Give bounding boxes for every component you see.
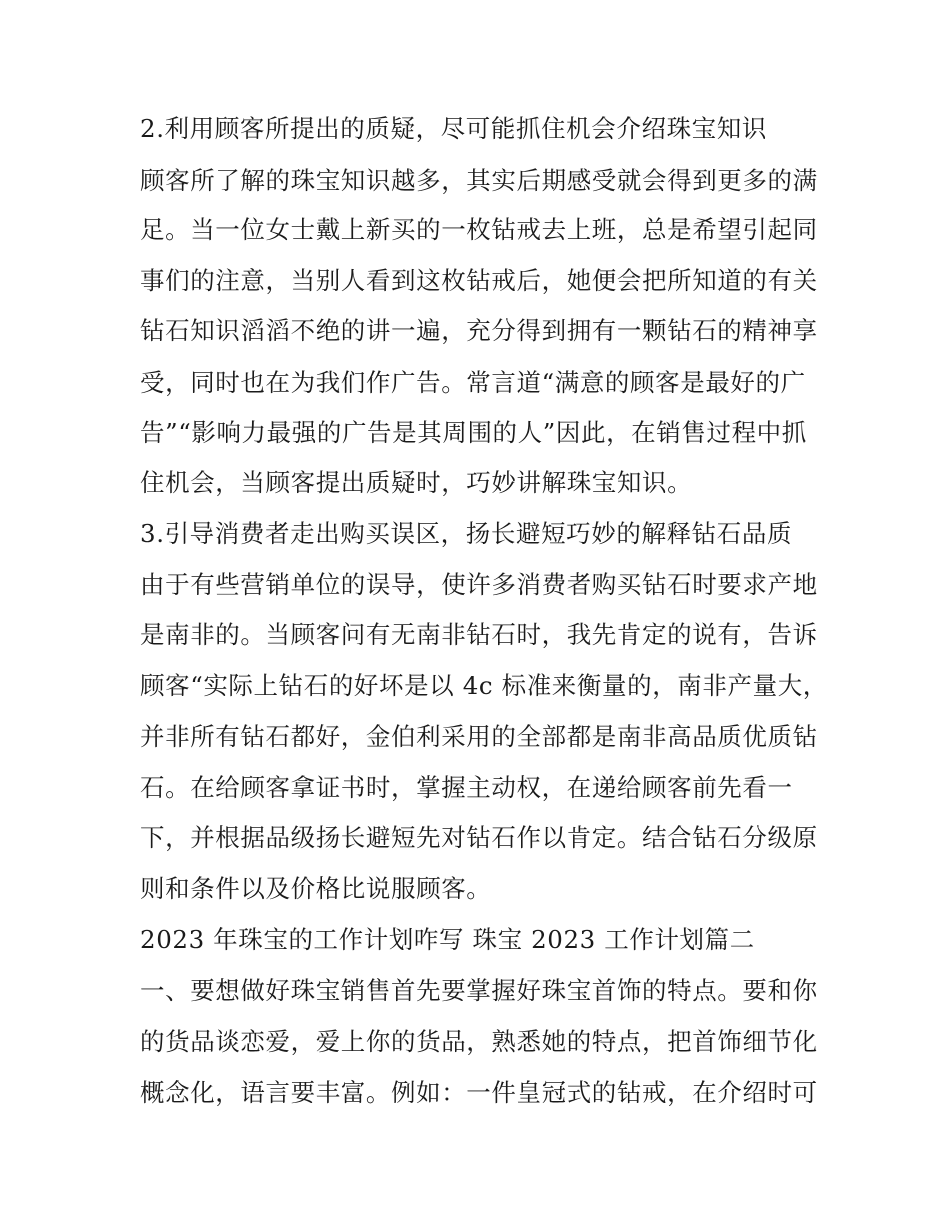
paragraph-line: 由于有些营销单位的误导，使许多消费者购买钻石时要求产地 <box>140 570 818 599</box>
paragraph-line: 住机会，当顾客提出质疑时，巧妙讲解珠宝知识。 <box>140 468 693 497</box>
paragraph-line: 告”“影响力最强的广告是其周围的人”因此，在销售过程中抓 <box>140 418 807 447</box>
paragraph-line: 顾客“实际上钻石的好坏是以 4c 标准来衡量的，南非产量大， <box>140 671 828 700</box>
paragraph-line: 并非所有钻石都好，金伯利采用的全部都是南非高品质优质钻 <box>140 722 818 751</box>
paragraph-line: 顾客所了解的珠宝知识越多，其实后期感受就会得到更多的满 <box>140 166 818 195</box>
article-title: 2023 年珠宝的工作计划咋写 珠宝 2023 工作计划篇二 <box>140 925 755 954</box>
section-heading-2: 2.利用顾客所提出的质疑，尽可能抓住机会介绍珠宝知识 <box>140 114 767 143</box>
paragraph-line: 则和条件以及价格比说服顾客。 <box>140 874 492 903</box>
section-heading-3: 3.引导消费者走出购买误区，扬长避短巧妙的解释钻石品质 <box>140 519 793 548</box>
paragraph-line: 一、要想做好珠宝销售首先要掌握好珠宝首饰的特点。要和你 <box>140 976 818 1005</box>
paragraph-line: 概念化，语言要丰富。例如：一件皇冠式的钻戒，在介绍时可 <box>140 1078 818 1107</box>
paragraph-line: 是南非的。当顾客问有无南非钻石时，我先肯定的说有，告诉 <box>140 620 818 649</box>
paragraph-line: 下，并根据品级扬长避短先对钻石作以肯定。结合钻石分级原 <box>140 823 818 852</box>
paragraph-line: 的货品谈恋爱，爱上你的货品，熟悉她的特点，把首饰细节化 <box>140 1027 818 1056</box>
paragraph-line: 事们的注意，当别人看到这枚钻戒后，她便会把所知道的有关 <box>140 266 818 295</box>
paragraph-line: 受，同时也在为我们作广告。常言道“满意的顾客是最好的广 <box>140 368 806 397</box>
paragraph-line: 足。当一位女士戴上新买的一枚钻戒去上班，总是希望引起同 <box>140 215 818 244</box>
paragraph-line: 钻石知识滔滔不绝的讲一遍，充分得到拥有一颗钻石的精神享 <box>140 316 818 345</box>
paragraph-line: 石。在给顾客拿证书时，掌握主动权，在递给顾客前先看一 <box>140 773 793 802</box>
